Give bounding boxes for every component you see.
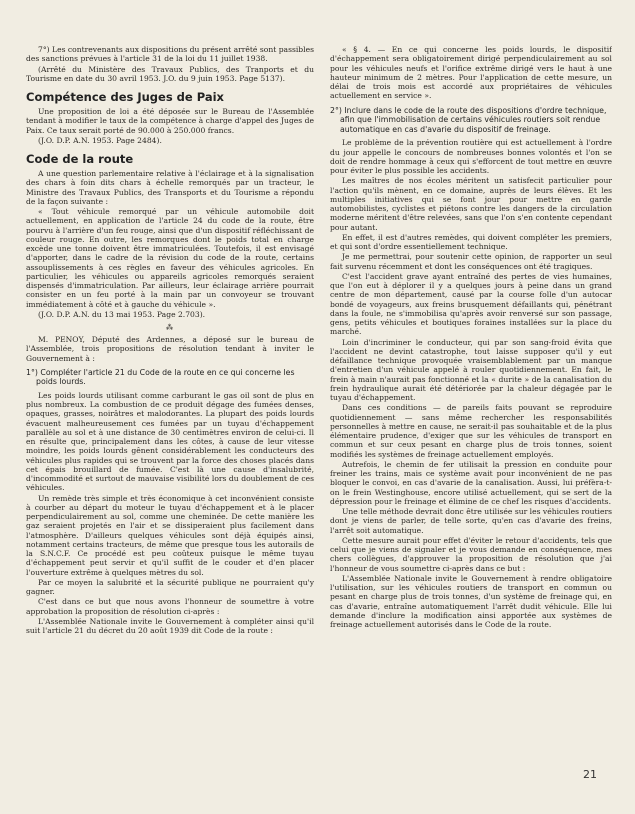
- penoy-paragraph: M. PENOY, Député des Ardennes, a déposé sur le bureau de l'Assemblée, trois propositions de résolution tendant à inviter le Gouvernement à :: [26, 335, 314, 363]
- right-paragraph-8: Autrefois, le chemin de fer utilisait la pression en conduite pour freiner les trains, mais ce système avait pour inconvénient de ne pas bloquer le convoi, en cas d'avarie de la canalisation. Aussi, lui préfèra-t-on le frein Westinghouse, encore utilisé actuellement, qui se sert de la dépression pour le freinage et élimine de ce chef les risques d'accidents.: [330, 459, 612, 506]
- route-answer-paragraph: « Tout véhicule remorqué par un véhicule automobile doit actuellement, en application de l'article 24 du code de la route, être pourvu à l'arrière d'un feu rouge, ainsi que d'un dispositif réfléchissant de couleur rouge. En outre, les remorques dont le poids total en charge excède une tonne doivent être immatriculées. Toutefois, il est envisagé d'apporter, dans le cadre de la révision du code de la route, certains assouplissements à ces règles en faveur des véhicules agricoles. En particulier, les véhicules ou appareils agricoles remorqués seraient dispensés d'immatriculation. Par ailleurs, leur éclairage arrière pourrait consister en un feu porté à la main par un convoyeur se trouvant immédiatement à côté et à gauche du véhicule ».: [26, 207, 314, 309]
- juges-paragraph: Une proposition de loi a été déposée sur le Bureau de l'Assemblée tendant à modifier le taux de la compétence à charge d'appel des Juges de Paix. Ce taux serait porté de 90.000 à 250.000 francs.: [26, 107, 314, 135]
- poids-lourds-paragraph-3: Par ce moyen la salubrité et la sécurité publique ne pourraient qu'y gagner.: [26, 577, 314, 597]
- poids-lourds-paragraph-5: L'Assemblée Nationale invite le Gouvernement à compléter ainsi qu'il suit l'article 21 du décret du 20 août 1939 dit Code de la route :: [26, 616, 314, 636]
- right-paragraph-1: Le problème de la prévention routière qui est actuellement à l'ordre du jour appelle le concours de nombreuses bonnes volontés et l'on se doit de rendre hommage à ceux qui s'efforcent de tout mettre en œuvre pour éviter le plus possible les accidents.: [330, 138, 612, 176]
- heading-article-21: 1°) Compléter l'article 21 du Code de la route en ce qui concerne les poids lourds.: [26, 367, 295, 387]
- right-column: [330, 45, 612, 630]
- right-paragraph-5: C'est l'accident grave ayant entraîné des pertes de vies humaines, que l'on eut à déplorer il y a quelques jours à peine dans un grand centre de mon département, causé par la course folle d'un autocar bondé de voyageurs, aux freins brusquement défaillants qui, pénétrant dans la foule, ne s'immobilisa qu'après avoir renversé sur son passage, gens, petits véhicules et boutiques foraines installées sur la place du marché.: [330, 271, 612, 337]
- paragraph-4-quote: « § 4. — En ce qui concerne les poids lourds, le dispositif d'échappement sera obligatoirement dirigé perpendiculairement au sol pour les véhicules neufs et l'orifice extrême dirigé vers le haut à une hauteur minimum de 2 mètres. Pour l'application de cette mesure, un délai de trois mois est accordé aux propriétaires de véhicules actuellement en service ».: [330, 45, 612, 101]
- right-paragraph-11: L'Assemblée Nationale invite le Gouvernement à rendre obligatoire l'utilisation, sur les véhicules routiers de transport en commun ou pesant en charge plus de trois tonnes, d'un système de freinage qui, en cas d'avarie, entraîne automatiquement l'arrêt dudit véhicule. Elle lui demande d'inclure la modification ainsi apportée aux systèmes de freinage actuellement autorisés dans le Code de la route.: [330, 573, 612, 630]
- right-paragraph-3: En effet, il est d'autres remèdes, qui doivent compléter les premiers, et qui sont d'ordre essentiellement technique.: [330, 232, 612, 252]
- right-paragraph-9: Une telle méthode devrait donc être utilisée sur les véhicules routiers dont je viens de parler, de telle sorte, qu'en cas d'avarie des freins, l'arrêt soit automatique.: [330, 507, 612, 535]
- arrete-reference: (Arrêté du Ministère des Travaux Publics, des Tranports et du Tourisme en date du 30 avril 1953. J.O. du 9 juin 1953. Page 5137).: [26, 64, 314, 83]
- juges-reference: (J.O. D.P. A.N. 1953. Page 2484).: [38, 135, 162, 145]
- right-paragraph-7: Dans ces conditions — de pareils faits pouvant se reproduire quotidiennement — sans même rechercher les responsabilités personnelles à mettre en cause, ne serait-il pas souhaitable et de la plus élémentaire prudence, d'exiger que sur les véhicules de transport en commun et sur ceux pesant en charge plus de trois tonnes, soient modifiés les systèmes de freinage actuellement employés.: [330, 403, 612, 459]
- route-reference: (J.O. D.P. A.N. du 13 mai 1953. Page 2.703).: [38, 309, 206, 319]
- route-question-paragraph: A une question parlementaire relative à l'éclairage et à la signalisation des chars à foin dits chars à échelle remorqués par un tracteur, le Ministre des Travaux Publics, des Transports et du Tourisme a répondu de la façon suivante :: [26, 169, 314, 206]
- poids-lourds-paragraph-2: Un remède très simple et très économique à cet inconvénient consiste à courber au départ du moteur le tuyau d'échappement et à le placer perpendiculairement au sol, comme une cheminée. De cette manière les gaz seraient projetés en l'air et se dissiperaient plus facilement dans l'atmosphère. D'ailleurs quelques véhicules sont déjà équipés ainsi, notamment certains tracteurs, de même que presque tous les autorails de la S.N.C.F. Ce procédé est peu coûteux puisque le même tuyau d'échappement peut servir et qu'il suffit de le couder et d'en placer l'ouverture extrême à quelques mètres du sol.: [26, 493, 314, 577]
- right-paragraph-2: Les maîtres de nos écoles méritent un satisfecit particulier pour l'action qu'ils mènent, en ce domaine, auprès de leurs élèves. Et les multiples initiatives qui se font jour pour mettre en garde automobilistes, cyclistes et piétons contre les dangers de la circulation moderne méritent d'être relevées, sans que l'on s'en contente cependant pour autant.: [330, 176, 612, 232]
- left-column: [26, 45, 314, 636]
- heading-code-de-la-route: Code de la route: [26, 152, 134, 166]
- heading-juges-de-paix: Compétence des Juges de Paix: [26, 90, 224, 104]
- right-paragraph-6: Loin d'incriminer le conducteur, qui par son sang-froid évita que l'accident ne devint catastrophe, tout laisse supposer qu'il y eut défaillance technique provoquée vraisemblablement par un manque d'entretien d'un véhicule appelé à rouler quotidiennement. En fait, le frein à main n'aurait pas fonctionné et la « durite » de la canalisation du frein hydraulique aurait été détériorée par la chaleur dégagée par le tuyau d'échappement.: [330, 337, 612, 403]
- poids-lourds-paragraph-1: Les poids lourds utilisant comme carburant le gas oil sont de plus en plus nombreux. La combustion de ce produit dégage des fumées denses, opaques, grasses, noirâtres et malodorantes. La plupart des poids lourds évacuent malheureusement ces fumées par un tuyau d'échappement parallèle au sol et à une distance de 30 centimètres environ de celui-ci. Il en résulte que, principalement dans les côtes, à cause de leur vitesse moindre, les poids lourds gênent considérablement les conducteurs des véhicules plus rapides qui se trouvent par la force des choses placés dans cet épais brouillard de fumée. C'est là une cause d'insalubrité, d'incommodité et surtout de mauvaise visibilité lors du doublement de ces véhicules.: [26, 390, 314, 493]
- poids-lourds-paragraph-4: C'est dans ce but que nous avons l'honneur de soumettre à votre approbation la proposition de résolution ci-après :: [26, 597, 314, 616]
- right-paragraph-10: Cette mesure aurait pour effet d'éviter le retour d'accidents, tels que celui que je viens de signaler et je vous demande en conséquence, mes chers collègues, d'approuver la proposition de résolution que j'ai l'honneur de vous soumettre ci-après dans ce but :: [330, 535, 612, 573]
- right-paragraph-4: Je me permettrai, pour soutenir cette opinion, de rapporter un seul fait survenu récemment et dont les conséquences ont été tragiques.: [330, 252, 612, 271]
- sanctions-paragraph: 7°) Les contrevenants aux dispositions du présent arrêté sont passibles des sanctions prévues à l'article 31 de la loi du 11 juillet 1938.: [26, 45, 314, 64]
- page-number: 21: [583, 768, 597, 781]
- section-separator: ⁂: [166, 324, 174, 332]
- heading-inclure-freinage: 2°) Inclure dans le code de la route des dispositions d'ordre technique, afin que l'immobilisation de certains véhicules routiers soit rendue automatique en cas d'avarie du dispositif de freinage.: [330, 105, 607, 134]
